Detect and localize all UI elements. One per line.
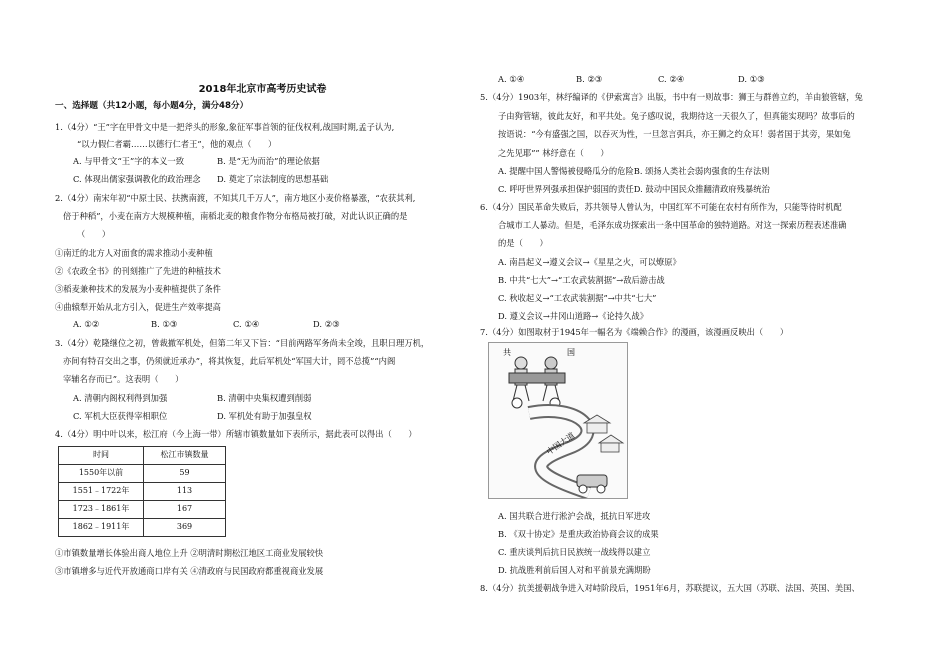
option-b[interactable]: B. 清朝中央集权遭到削弱 bbox=[217, 393, 312, 403]
table-row bbox=[59, 501, 226, 519]
question-text: 7.（4分）如图取材于1945年一幅名为《端赖合作》的漫画，该漫画反映出（ ） bbox=[480, 327, 789, 337]
option-row bbox=[73, 318, 488, 331]
table-row bbox=[59, 519, 226, 537]
option-d[interactable]: D. 抗战胜利前后国人对和平前景充满期盼 bbox=[498, 565, 651, 575]
option-row bbox=[73, 410, 488, 423]
table-cell: 113 bbox=[144, 483, 226, 501]
statement: ③市镇增多与近代开放通商口岸有关 ④清政府与民国政府都重视商业发展 bbox=[55, 566, 324, 576]
option-a[interactable]: A. ①② bbox=[73, 319, 100, 329]
question-text: 倍于种稻”，小麦在南方大规模种植，南稻北麦的粮食作物分布格局被打破，对此认识正确的是 bbox=[63, 211, 408, 221]
question-text: 亦间有特召交出之事，仍须就近承办”，将其恢复，此后军机处“军国大计，罔不总揽”“内阁 bbox=[63, 356, 396, 366]
table-cell: 167 bbox=[144, 501, 226, 519]
question-text: 5.（4分）1903年，林纾编译的《伊索寓言》出版，书中有一则故事：狮王与群兽立约，羊由狼管辖，兔 bbox=[480, 92, 863, 102]
option-d[interactable]: D. 奠定了宗法制度的思想基础 bbox=[217, 174, 329, 184]
statement: ②《农政全书》的刊刻推广了先进的种植技术 bbox=[55, 266, 221, 276]
table-header: 松江市镇数量 bbox=[144, 447, 226, 465]
option-row bbox=[498, 73, 913, 86]
table-cell: 1550年以前 bbox=[59, 465, 144, 483]
page-title: 2018年北京市高考历史试卷 bbox=[198, 84, 327, 95]
option-b[interactable]: B. ①③ bbox=[151, 319, 178, 329]
question-text: 宰辅名存而已”。这表明（ ） bbox=[63, 374, 184, 384]
option-b[interactable]: B. 《双十协定》是重庆政治协商会议的成果 bbox=[498, 529, 659, 539]
question-text: 合城市工人暴动。但是，毛泽东成功探索出一条中国革命的独特道路。对这一探索历程表述准确 bbox=[498, 220, 847, 230]
option-d[interactable]: D. 遵义会议→井冈山道路→《论持久战》 bbox=[498, 311, 648, 321]
option-a[interactable]: A. 清朝内阁权利得到加强 bbox=[73, 393, 168, 403]
statement: ④曲辕犁开始从北方引入，促进生产效率提高 bbox=[55, 302, 221, 312]
option-b[interactable]: B. ②③ bbox=[576, 74, 603, 84]
option-c[interactable]: C. 秋收起义→“工农武装割据”→中共“七大” bbox=[498, 293, 657, 303]
statement: ①市镇数量增长体验出商人地位上升 ②明清时期松江地区工商业发展较快 bbox=[55, 548, 324, 558]
table-row bbox=[59, 483, 226, 501]
question-text: 1.（4分）“王”字在甲骨文中是一把斧头的形象,象征军事首领的征伐权利,战国时期,孟子认为, bbox=[55, 122, 395, 132]
option-c[interactable]: C. ②④ bbox=[658, 74, 685, 84]
option-d[interactable]: D. ①③ bbox=[738, 74, 765, 84]
statement: ①南迁的北方人对面食的需求推动小麦种植 bbox=[55, 248, 213, 258]
option-d[interactable]: D. ②③ bbox=[313, 319, 340, 329]
option-d[interactable]: D. 军机处有助于加强皇权 bbox=[217, 411, 312, 421]
option-row bbox=[73, 392, 488, 405]
option-c[interactable]: C. 呼吁世界列强承担保护弱国的责任D. 鼓动中国民众推翻清政府残暴统治 bbox=[498, 184, 770, 194]
question-text: 的是（ ） bbox=[498, 238, 548, 248]
cartoon-road-label: 中国大道 bbox=[544, 430, 577, 457]
table-cell: 369 bbox=[144, 519, 226, 537]
statement: ③稻麦兼种技术的发展为小麦种植提供了条件 bbox=[55, 284, 221, 294]
option-a[interactable]: A. ①④ bbox=[498, 74, 525, 84]
option-b[interactable]: B. 是“无为而治”的理论依据 bbox=[217, 156, 320, 166]
table-row bbox=[59, 465, 226, 483]
option-c[interactable]: C. 军机大臣获得宰相职位 bbox=[73, 411, 168, 421]
market-town-table bbox=[58, 446, 226, 537]
section-heading: 一、选择题（共12小题，每小题4分，满分48分） bbox=[55, 101, 249, 111]
table-cell: 1551﹣1722年 bbox=[59, 483, 144, 501]
question-text: 3.（4分）乾隆继位之初，曾裁撤军机处，但第二年又下旨：“目前两路军务尚未全竣，且职日理万机， bbox=[55, 338, 430, 348]
cartoon-image bbox=[488, 342, 628, 499]
option-c[interactable]: C. ①④ bbox=[233, 319, 260, 329]
question-text: 2.（4分）南宋年初“中原士民、扶携南渡，不知其几千万人”，南方地区小麦价格暴涨，“农获其利, bbox=[55, 193, 416, 203]
option-row bbox=[73, 173, 488, 186]
cartoon-label: 国 bbox=[567, 348, 575, 357]
question-text: 6.（4分）国民革命失败后，苏共领导人曾认为，中国红军不可能在农村有所作为，只能等待时机配 bbox=[480, 202, 842, 212]
table-cell: 1862﹣1911年 bbox=[59, 519, 144, 537]
question-text: 按语说：“今有盛强之国，以吞灭为性，一旦忽言弭兵，亦王狮之约众耳！弱者国于其旁，果如兔 bbox=[498, 129, 851, 139]
question-text: 子由狗管辖，彼此友好，和平共处。兔子感叹说，我期待这一天很久了，但真能实现吗？故事后的 bbox=[498, 111, 855, 121]
option-a[interactable]: A. 与甲骨文“王”字的本义一致 bbox=[73, 156, 185, 166]
option-c[interactable]: C. 重庆谈判后抗日民族统一战线得以建立 bbox=[498, 547, 651, 557]
table-cell: 1723﹣1861年 bbox=[59, 501, 144, 519]
cartoon-label: 共 bbox=[503, 348, 511, 357]
table-header: 时间 bbox=[59, 447, 144, 465]
question-text: （ ） bbox=[77, 229, 111, 239]
option-c[interactable]: C. 体现出儒家强调教化的政治理念 bbox=[73, 174, 201, 184]
option-a[interactable]: A. 国共联合进行淞沪会战，抵抗日军进攻 bbox=[498, 511, 651, 521]
question-text: 8.（4分）抗美援朝战争进入对峙阶段后，1951年6月，苏联提议，五大国（苏联、法国、英国、美国、 bbox=[480, 583, 860, 593]
table-cell: 59 bbox=[144, 465, 226, 483]
option-b[interactable]: B. 中共“七大”→“工农武装割据”→敌后游击战 bbox=[498, 275, 665, 285]
table-header-row bbox=[59, 447, 226, 465]
option-a[interactable]: A. 南昌起义→遵义会议→《星星之火，可以燎原》 bbox=[498, 257, 681, 267]
question-text: 之先见耶”” 林纾意在（ ） bbox=[498, 148, 609, 158]
question-text: “以力假仁者霸……以德行仁者王”，他的观点（ ） bbox=[77, 139, 277, 149]
option-row bbox=[73, 155, 488, 168]
option-a[interactable]: A. 提醒中国人警惕被侵略瓜分的危险B. 颂扬人类社会弱肉强食的生存法则 bbox=[498, 166, 770, 176]
question-text: 4.（4分）明中叶以来，松江府（今上海一带）所辖市镇数量如下表所示，据此表可以得出（ ） bbox=[55, 429, 417, 439]
